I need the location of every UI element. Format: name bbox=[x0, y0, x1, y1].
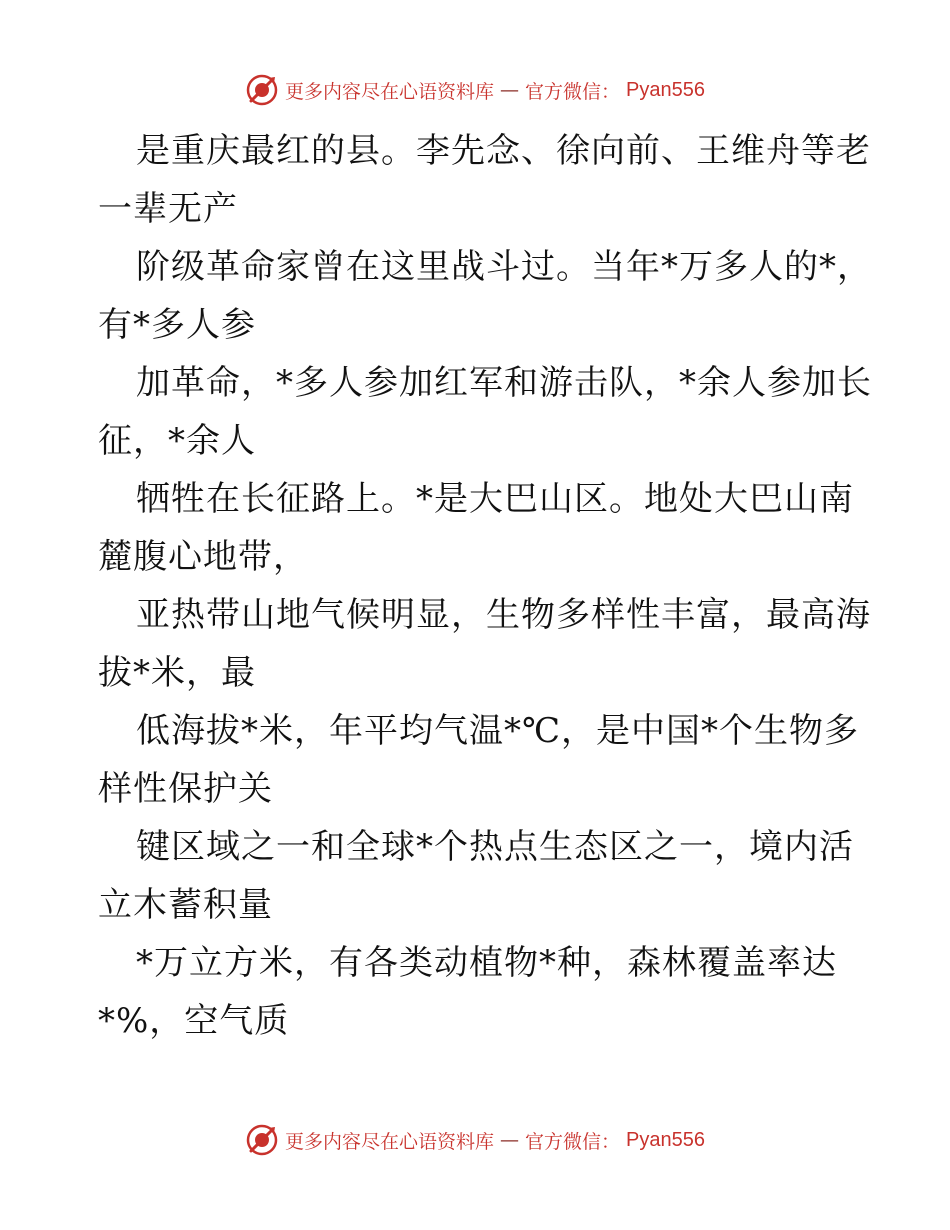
banner-separator: — bbox=[500, 1129, 520, 1151]
text-line: 征，*余人 bbox=[98, 421, 256, 461]
banner-title: 更多内容尽在心语资料库 bbox=[285, 1130, 495, 1153]
document-body bbox=[98, 122, 872, 1050]
text-line: 低海拔*米，年平均气温*℃，是中国*个生物多 bbox=[136, 711, 860, 751]
banner-wechat-id: Pyan556 bbox=[626, 78, 705, 101]
logo-icon bbox=[245, 1123, 279, 1157]
text-line: *万立方米，有各类动植物*种，森林覆盖率达 bbox=[136, 943, 837, 983]
text-line: 加革命，*多人参加红军和游击队，*余人参加长 bbox=[136, 363, 872, 403]
text-line: 拔*米，最 bbox=[98, 653, 256, 693]
footer-banner bbox=[0, 1120, 950, 1160]
text-line: 阶级革命家曾在这里战斗过。当年*万多人的*， bbox=[136, 247, 872, 287]
text-line: *%，空气质 bbox=[98, 1001, 290, 1041]
text-line: 一辈无产 bbox=[98, 189, 238, 229]
text-line: 牺牲在长征路上。*是大巴山区。地处大巴山南 bbox=[136, 479, 854, 519]
text-line: 立木蓄积量 bbox=[98, 885, 273, 925]
text-line: 亚热带山地气候明显，生物多样性丰富，最高海 bbox=[136, 595, 871, 635]
text-line: 键区域之一和全球*个热点生态区之一，境内活 bbox=[136, 827, 854, 867]
banner-title: 更多内容尽在心语资料库 bbox=[285, 80, 495, 103]
text-line: 麓腹心地带， bbox=[98, 537, 308, 577]
banner-wechat-id: Pyan556 bbox=[626, 1128, 705, 1151]
logo-icon bbox=[245, 73, 279, 107]
banner-separator: — bbox=[500, 79, 520, 101]
banner-wechat-label: 官方微信： bbox=[525, 1130, 621, 1153]
banner-wechat-label: 官方微信： bbox=[525, 80, 621, 103]
text-line: 有*多人参 bbox=[98, 305, 256, 345]
text-line: 是重庆最红的县。李先念、徐向前、王维舟等老 bbox=[136, 131, 871, 171]
header-banner bbox=[0, 70, 950, 110]
text-line: 样性保护关 bbox=[98, 769, 273, 809]
